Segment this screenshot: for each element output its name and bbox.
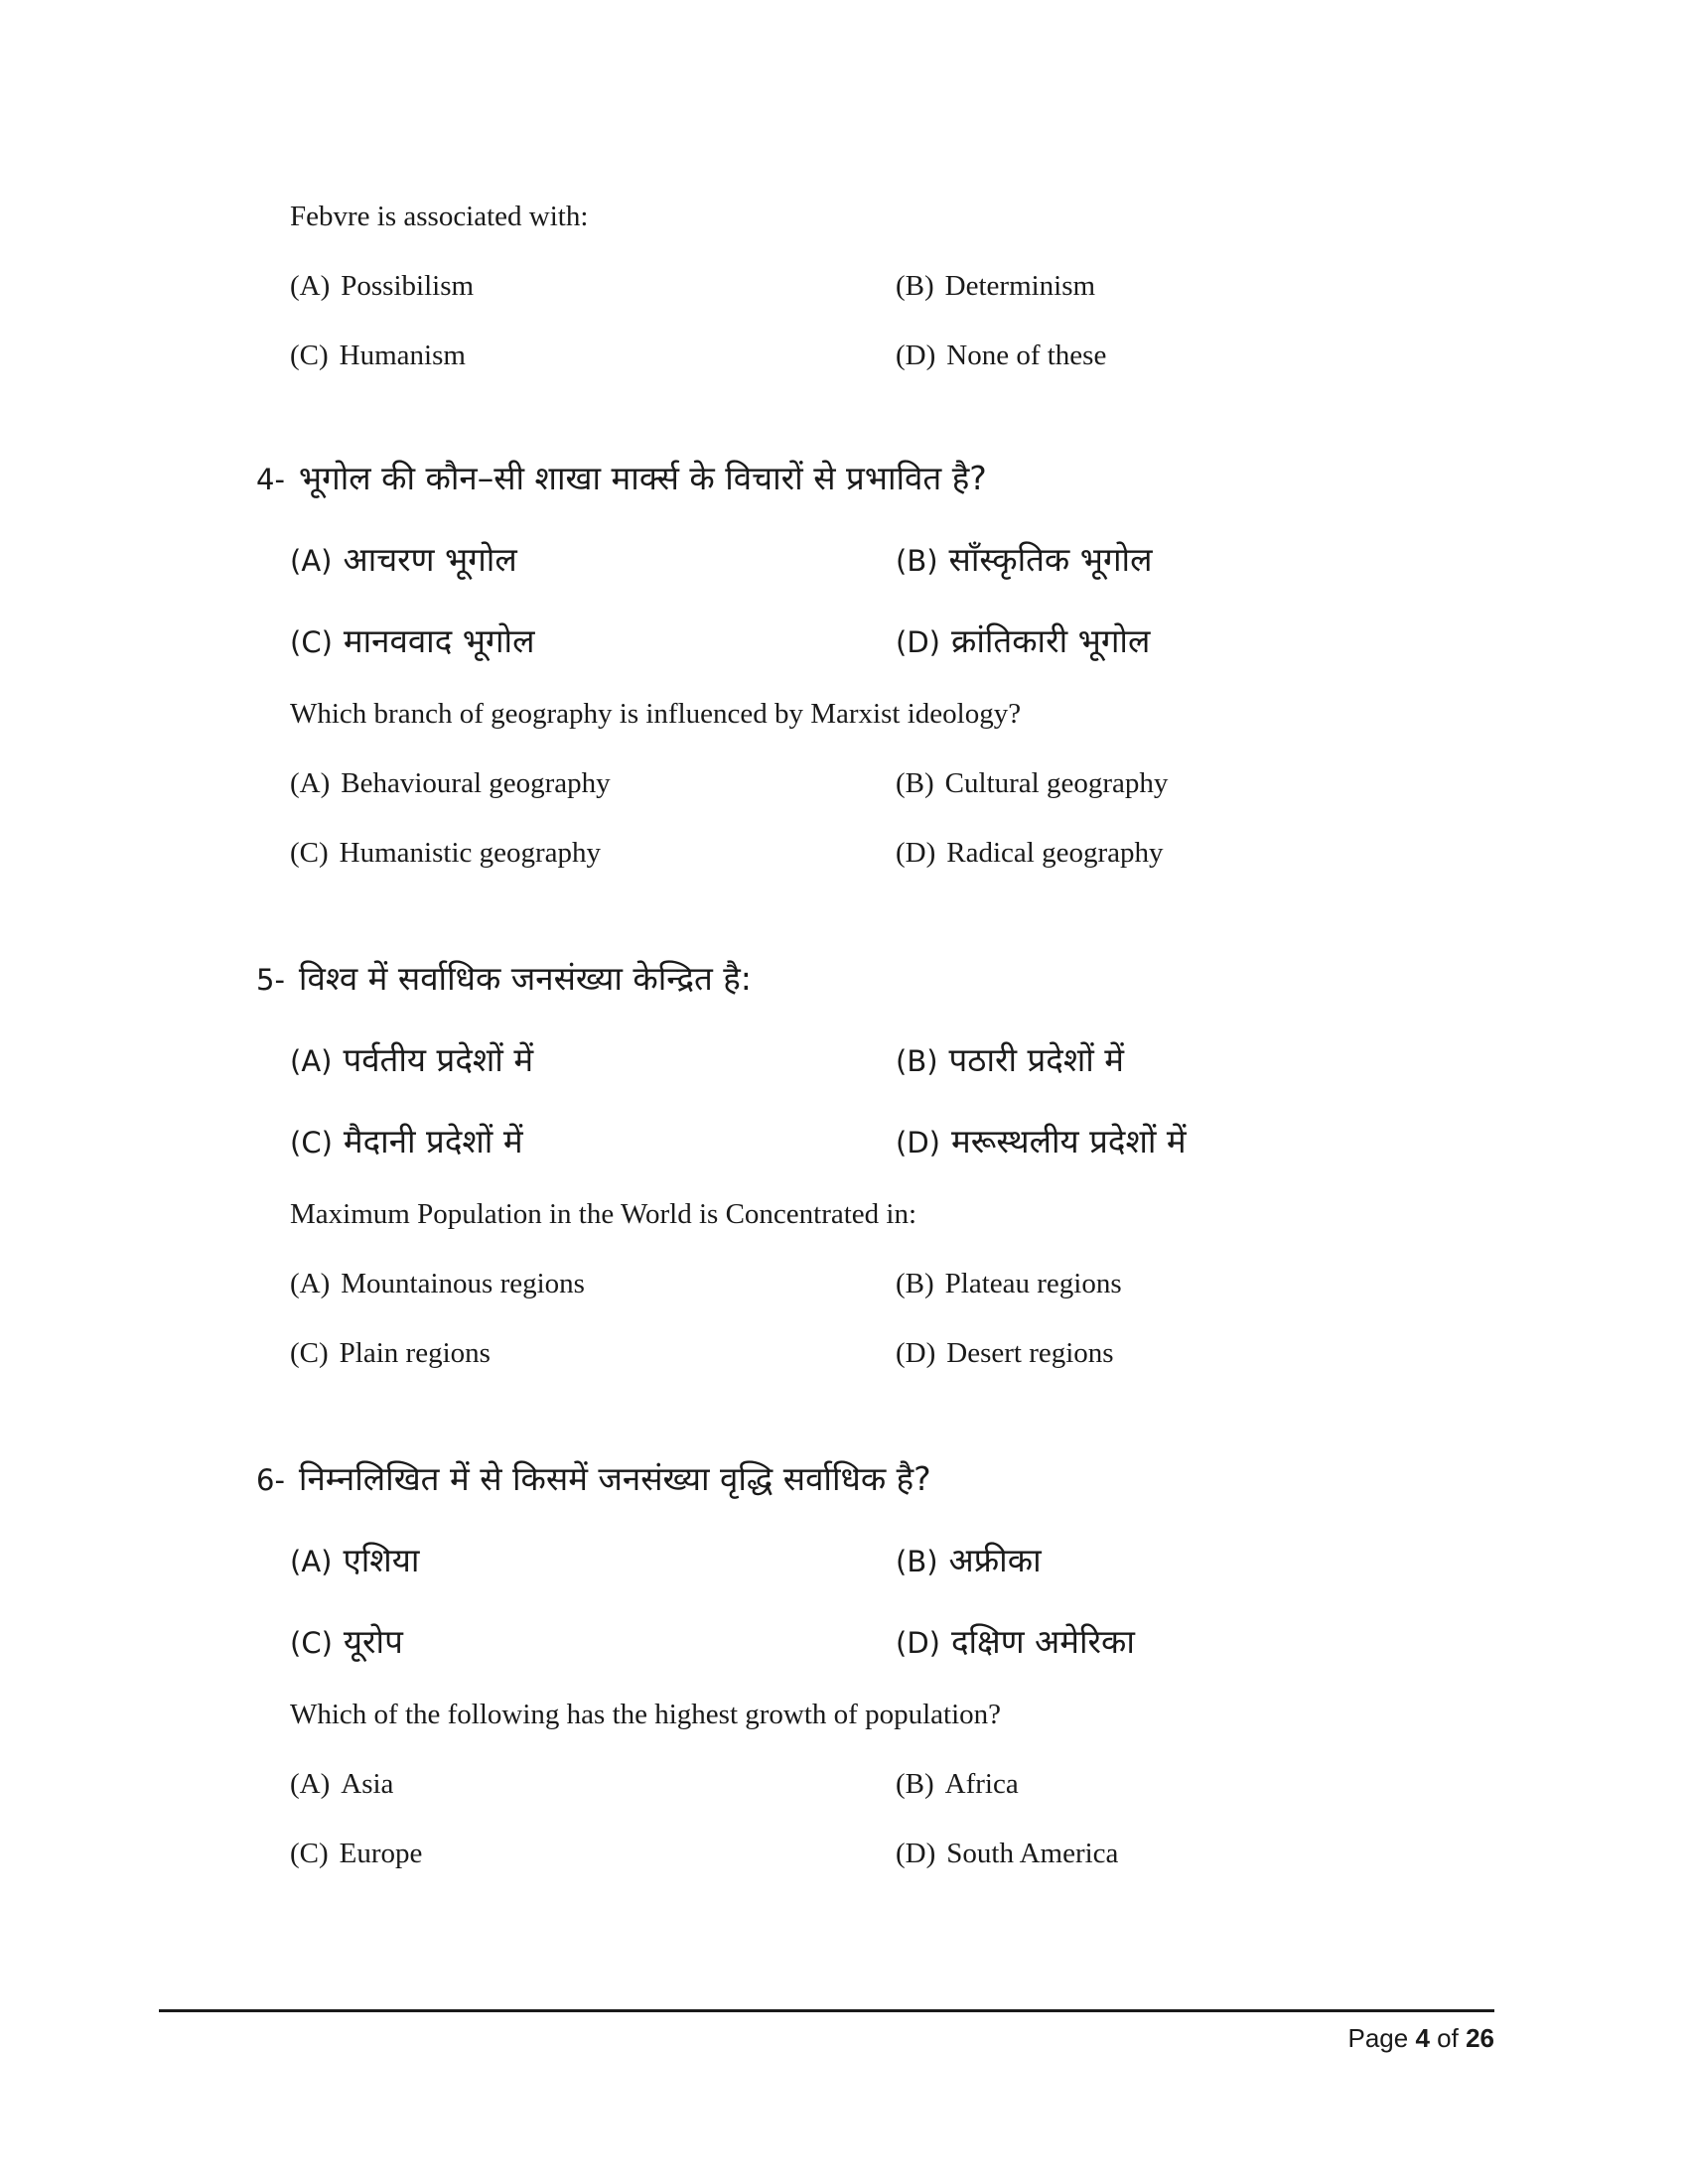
q3-option-c: [290, 340, 466, 372]
option-label: (B): [896, 1545, 938, 1578]
q6-hindi-option-c: [290, 1618, 403, 1663]
page-of: of: [1437, 2023, 1459, 2053]
option-label: (B): [896, 544, 938, 578]
q4-hindi-option-c: [290, 617, 534, 662]
option-text: Behavioural geography: [341, 767, 611, 799]
option-label: (B): [896, 270, 934, 302]
option-label: (A): [290, 544, 333, 578]
option-text: Plain regions: [339, 1337, 491, 1369]
q4-hindi-option-b: [896, 536, 1152, 581]
q5-hindi-option-a: [290, 1036, 533, 1081]
q6-hindi-option-b: [896, 1537, 1042, 1581]
page-current: 4: [1415, 2023, 1430, 2053]
question-text: भूगोल की कौन–सी शाखा मार्क्स के विचारों से प्रभावित है?: [298, 459, 987, 497]
option-label: (C): [290, 625, 333, 659]
q5-hindi-option-b: [896, 1036, 1124, 1081]
option-text: मैदानी प्रदेशों में: [343, 1122, 523, 1160]
option-text: South America: [946, 1838, 1119, 1869]
option-text: मरूस्थलीय प्रदेशों में: [950, 1122, 1187, 1160]
option-label: (D): [896, 625, 940, 659]
question-text: विश्व में सर्वाधिक जनसंख्या केन्द्रित है:: [298, 959, 752, 998]
question-6-english: Which of the following has the highest growth of population?: [290, 1699, 1001, 1730]
option-label: (C): [290, 1838, 329, 1869]
option-text: एशिया: [343, 1541, 420, 1579]
option-label: (C): [290, 340, 329, 371]
option-text: None of these: [946, 340, 1107, 371]
q3-option-b: [896, 270, 1095, 303]
option-text: Cultural geography: [944, 767, 1169, 799]
page-prefix: Page: [1347, 2023, 1409, 2053]
option-text: क्रांतिकारी भूगोल: [950, 621, 1151, 660]
option-label: (B): [896, 767, 934, 799]
option-text: Desert regions: [946, 1337, 1114, 1369]
option-text: Humanistic geography: [339, 837, 602, 869]
option-label: (D): [896, 1337, 936, 1369]
option-label: (A): [290, 270, 331, 302]
option-text: Humanism: [339, 340, 466, 371]
option-label: (C): [290, 1126, 333, 1160]
option-label: (B): [896, 1768, 934, 1800]
option-label: (B): [896, 1044, 938, 1078]
q4-option-b: [896, 767, 1168, 800]
option-text: Radical geography: [946, 837, 1164, 869]
option-text: Asia: [341, 1768, 394, 1800]
q5-option-a: [290, 1268, 585, 1300]
question-number: 6-: [256, 1463, 285, 1497]
q5-hindi-option-c: [290, 1118, 523, 1162]
q4-hindi-option-a: [290, 536, 517, 581]
question-5-english: Maximum Population in the World is Concentrated in:: [290, 1198, 917, 1230]
option-label: (D): [896, 837, 936, 869]
footer-divider: [159, 2009, 1494, 2012]
q6-hindi-option-a: [290, 1537, 419, 1581]
q5-option-d: [896, 1337, 1114, 1370]
option-text: दक्षिण अमेरिका: [950, 1622, 1135, 1661]
question-number: 4-: [256, 463, 285, 496]
question-4-hindi: [256, 455, 987, 499]
q3-option-d: [896, 340, 1106, 372]
option-label: (C): [290, 1337, 329, 1369]
q6-option-d: [896, 1838, 1118, 1870]
q5-hindi-option-d: [896, 1118, 1187, 1162]
q6-option-b: [896, 1768, 1019, 1801]
option-label: (A): [290, 1268, 331, 1299]
page-number: [1347, 2023, 1494, 2054]
option-text: यूरोप: [343, 1622, 403, 1661]
option-text: Determinism: [944, 270, 1096, 302]
option-label: (D): [896, 1126, 940, 1160]
option-label: (A): [290, 1044, 333, 1078]
option-label: (A): [290, 1768, 331, 1800]
option-text: मानववाद भूगोल: [343, 621, 535, 660]
question-6-hindi: [256, 1455, 931, 1500]
option-label: (D): [896, 1838, 936, 1869]
option-label: (B): [896, 1268, 934, 1299]
option-label: (D): [896, 1626, 940, 1660]
option-text: अफ्रीका: [948, 1541, 1042, 1579]
option-text: सॉंस्कृतिक भूगोल: [948, 540, 1153, 579]
q4-option-d: [896, 837, 1164, 870]
question-number: 5-: [256, 963, 285, 997]
q3-option-a: [290, 270, 474, 303]
q5-option-c: [290, 1337, 491, 1370]
q5-option-b: [896, 1268, 1122, 1300]
question-3-english: Febvre is associated with:: [290, 201, 589, 232]
option-text: पर्वतीय प्रदेशों में: [343, 1040, 534, 1079]
option-label: (A): [290, 767, 331, 799]
q4-option-c: [290, 837, 601, 870]
q4-option-a: [290, 767, 611, 800]
option-text: Africa: [944, 1768, 1019, 1800]
q4-hindi-option-d: [896, 617, 1150, 662]
q6-hindi-option-d: [896, 1618, 1135, 1663]
q6-option-a: [290, 1768, 393, 1801]
option-label: (C): [290, 837, 329, 869]
option-label: (D): [896, 340, 936, 371]
q6-option-c: [290, 1838, 422, 1870]
question-5-hindi: [256, 955, 752, 1000]
option-text: Possibilism: [341, 270, 475, 302]
option-label: (C): [290, 1626, 333, 1660]
question-text: निम्नलिखित में से किसमें जनसंख्या वृद्धि सर्वाधिक है?: [298, 1459, 931, 1498]
option-text: पठारी प्रदेशों में: [948, 1040, 1125, 1079]
option-text: आचरण भूगोल: [343, 540, 517, 579]
option-text: Plateau regions: [944, 1268, 1122, 1299]
option-text: Europe: [339, 1838, 423, 1869]
question-4-english: Which branch of geography is influenced by Marxist ideology?: [290, 698, 1022, 730]
option-label: (A): [290, 1545, 333, 1578]
page-total: 26: [1466, 2023, 1494, 2053]
option-text: Mountainous regions: [341, 1268, 585, 1299]
